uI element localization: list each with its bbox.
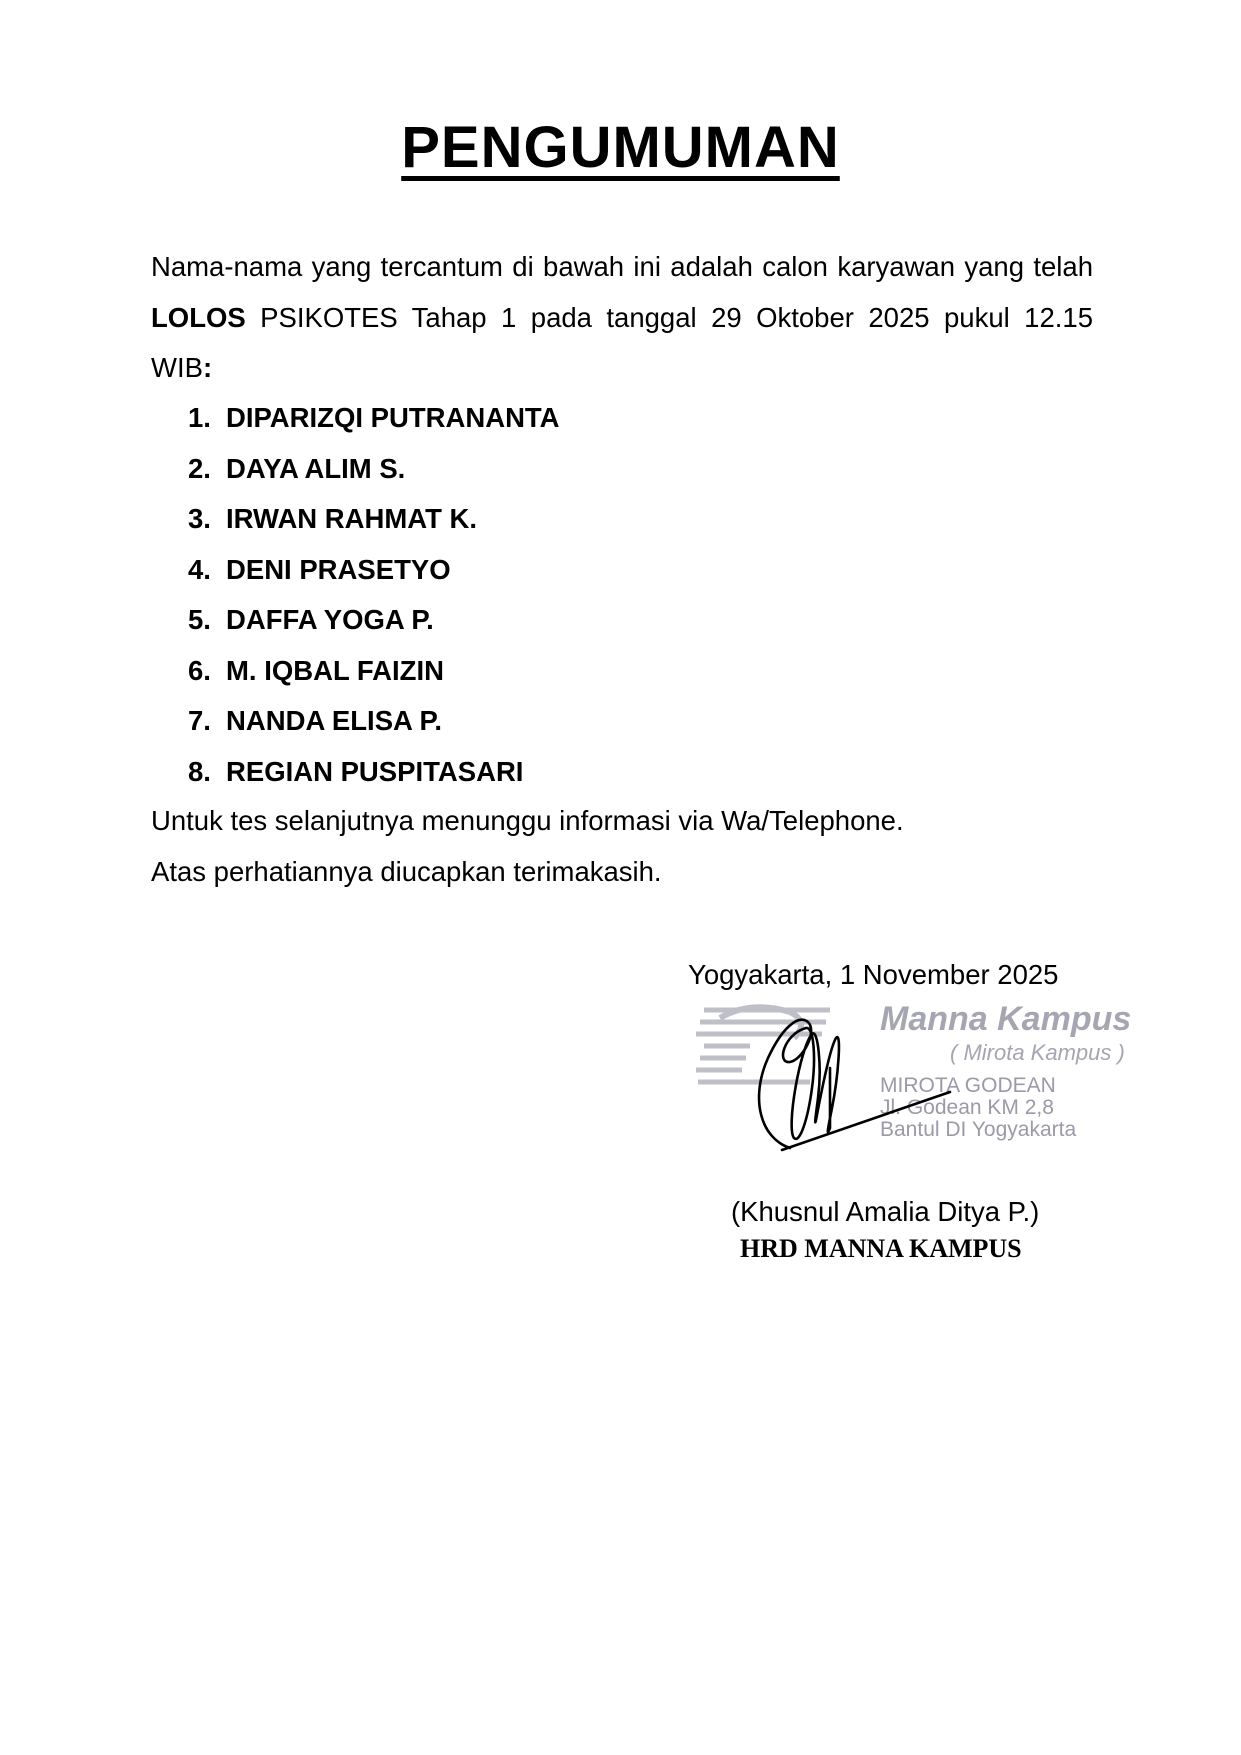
stamp-sub: ( Mirota Kampus ): [950, 1040, 1125, 1065]
stamp-brand: Manna Kampus: [880, 1000, 1132, 1038]
document-title: PENGUMUMAN: [401, 115, 840, 180]
list-item: 2. DAYA ALIM S.: [188, 452, 406, 484]
stamp-line-3: Bantul DI Yogyakarta: [880, 1118, 1077, 1141]
list-item: 5. DAFFA YOGA P.: [188, 604, 434, 635]
stamp-line-2: Jl. Godean KM 2,8: [880, 1096, 1054, 1119]
signer-position: HRD MANNA KAMPUS: [740, 1234, 1022, 1263]
closing-text: Atas perhatiannya diucapkan terimakasih.: [151, 856, 662, 887]
company-stamp-and-signature: [690, 988, 1150, 1163]
place-date: Yogyakarta, 1 November 2025: [688, 959, 1059, 990]
list-item: 3. IRWAN RAHMAT K.: [188, 503, 478, 534]
candidate-list: [188, 393, 560, 797]
list-item: 7. NANDA ELISA P.: [188, 705, 442, 736]
list-item: 1. DIPARIZQI PUTRANANTA: [188, 402, 560, 433]
list-item: 8. REGIAN PUSPITASARI: [188, 755, 524, 787]
list-item: 4. DENI PRASETYO: [188, 553, 451, 585]
signer-name: (Khusnul Amalia Ditya P.): [731, 1196, 1040, 1227]
next-info-text: Untuk tes selanjutnya menunggu informasi via Wa/Telephone.: [151, 805, 904, 836]
stamp-line-1: MIROTA GODEAN: [880, 1074, 1056, 1097]
lolos-emphasis: LOLOS: [151, 301, 246, 333]
intro-paragraph: Nama-nama yang tercantum di bawah ini adalah calon karyawan yang telah LOLOS PSIKOTES Tahap 1 pada tanggal 29 Oktober 2025 pukul 12.15 WIB:: [151, 251, 1093, 383]
list-item: 6. M. IQBAL FAIZIN: [188, 654, 444, 686]
